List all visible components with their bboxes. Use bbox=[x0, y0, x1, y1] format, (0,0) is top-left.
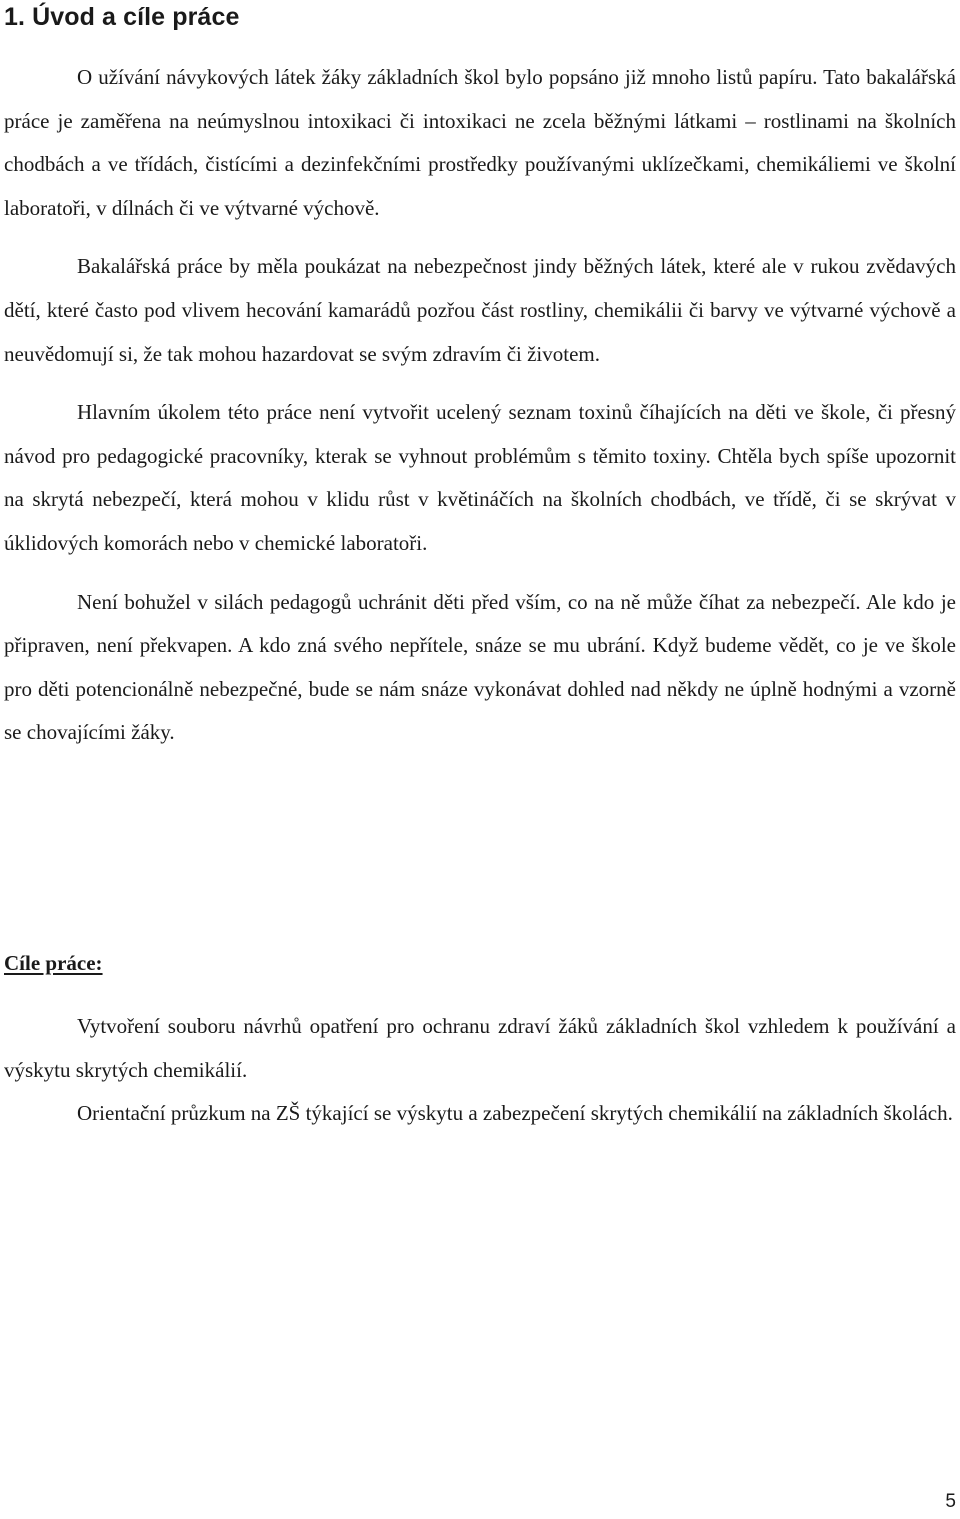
goal-item: Vytvoření souboru návrhů opatření pro ochranu zdraví žáků základních škol vzhledem k používání a výskytu skrytých chemikálií. bbox=[4, 1014, 956, 1082]
intro-body bbox=[4, 56, 956, 755]
paragraph-main-task: Hlavním úkolem této práce není vytvořit ucelený seznam toxinů číhajících na děti ve škole, či přesný návod pro pedagogické pracovníky, kterak se vyhnout problémům s těmito toxiny. Chtěla bych spíše upozornit na skrytá nebezpečí, která mohou v klidu růst v květináčích na školních chodbách, ve třídě, či se skrývat v úklidových komorách nebo v chemické laboratoři. bbox=[4, 400, 956, 555]
goal-item: Orientační průzkum na ZŠ týkající se výskytu a zabezpečení skrytých chemikálií na základních školách. bbox=[77, 1101, 953, 1126]
paragraph-conclusion: Není bohužel v silách pedagogů uchránit děti před vším, co na ně může číhat za nebezpečí. Ale kdo je připraven, není překvapen. A kdo zná svého nepřítele, snáze se mu ubrání. Když budeme vědět, co je ve škole pro děti potencionálně nebezpečné, bude se nám snáze vykonávat dohled nad někdy ne úplně hodnými a vzorně se chovajícími žáky. bbox=[4, 589, 956, 745]
chapter-heading: 1. Úvod a cíle práce bbox=[4, 3, 240, 31]
page-number: 5 bbox=[945, 1491, 956, 1512]
paragraph-purpose: Bakalářská práce by měla poukázat na nebezpečnost jindy běžných látek, které ale v rukou zvědavých dětí, které často pod vlivem hecování kamarádů pozřou část rostliny, chemikálii či barvy ve výtvarné výchově a neuvědomují si, že tak mohou hazardovat se svým zdravím či životem. bbox=[4, 254, 956, 366]
paragraph-intro: O užívání návykových látek žáky základních škol bylo popsáno již mnoho listů papíru. Tato bakalářská práce je zaměřena na neúmyslnou intoxikaci či intoxikaci ne zcela běžnými látkami – rostlinami na školních chodbách a ve třídách, čistícími a dezinfekčními prostředky používanými uklízečkami, chemikáliemi ve školní laboratoři, v dílnách či ve výtvarné výchově. bbox=[4, 65, 956, 220]
goals-list bbox=[4, 1005, 956, 1136]
goals-heading: Cíle práce: bbox=[4, 951, 103, 975]
